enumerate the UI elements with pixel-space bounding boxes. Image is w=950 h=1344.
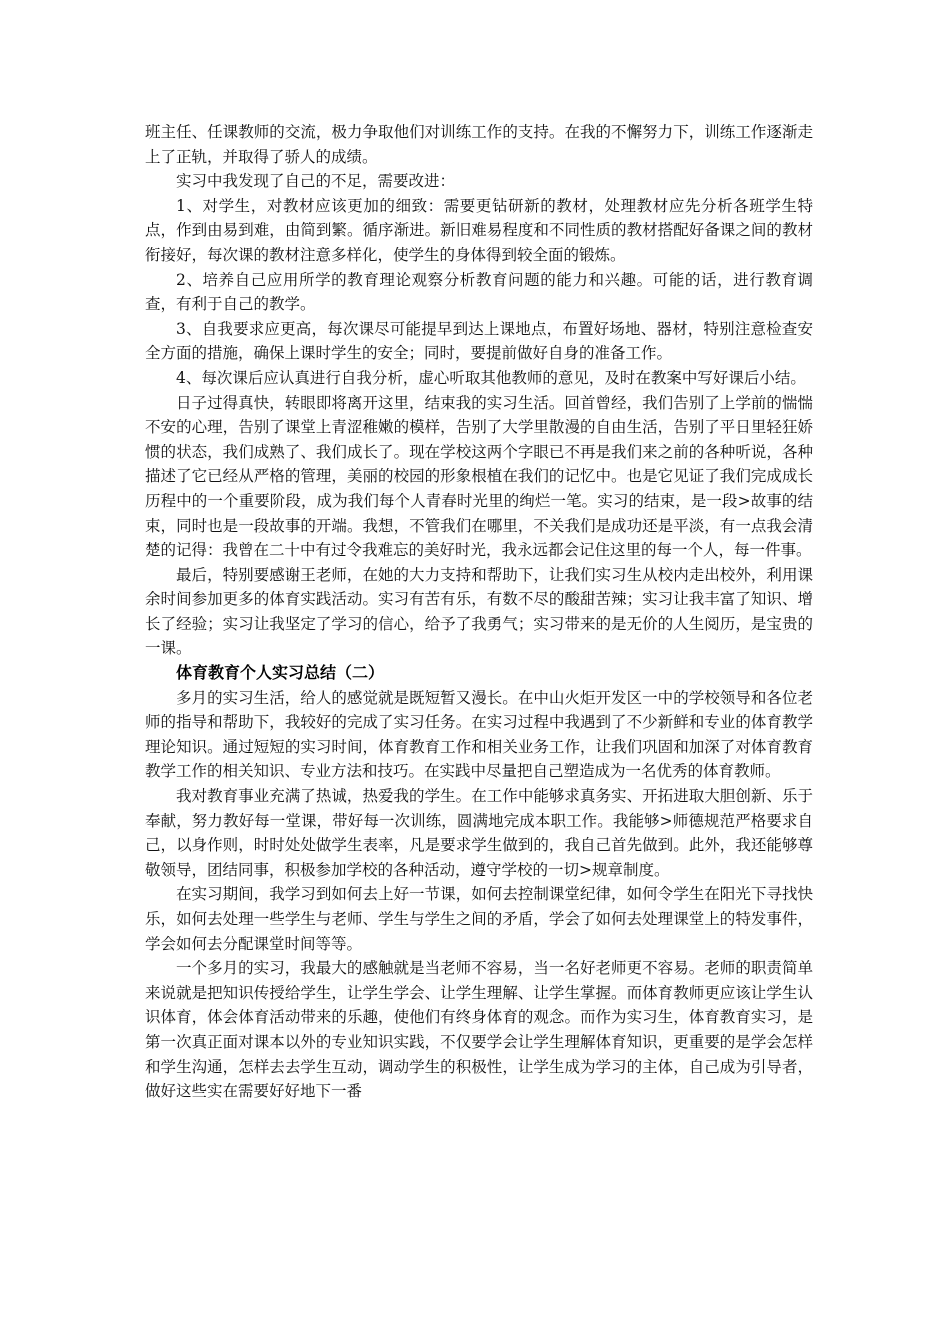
paragraph: 1、对学生，对教材应该更加的细致：需要更钻研新的教材，处理教材应先分析各班学生特点，作到由易到难，由简到繁。循序渐进。新旧难易程度和不同性质的教材搭配好备课之间的教材衔接好，每次课的教材注意多样化，使学生的身体得到较全面的锻炼。 — [145, 196, 813, 264]
document-page — [145, 120, 813, 1104]
paragraph: 最后，特别要感谢王老师，在她的大力支持和帮助下，让我们实习生从校内走出校外，利用课余时间参加更多的体育实践活动。实习有苦有乐，有数不尽的酸甜苦辣；实习让我丰富了知识、增长了经验；实习让我坚定了学习的信心，给予了我勇气；实习带来的是无价的人生阅历，是宝贵的一课。 — [145, 565, 813, 658]
paragraph: 班主任、任课教师的交流，极力争取他们对训练工作的支持。在我的不懈努力下，训练工作逐渐走上了正轨，并取得了骄人的成绩。 — [145, 123, 813, 166]
paragraph: 多月的实习生活，给人的感觉就是既短暂又漫长。在中山火炬开发区一中的学校领导和各位老师的指导和帮助下，我较好的完成了实习任务。在实习过程中我遇到了不少新鲜和专业的体育教学理论知识。通过短短的实习时间，体育教育工作和相关业务工作，让我们巩固和加深了对体育教育教学工作的相关知识、专业方法和技巧。在实践中尽量把自己塑造成为一名优秀的体育教师。 — [145, 688, 813, 781]
paragraph: 一个多月的实习，我最大的感触就是当老师不容易，当一名好老师更不容易。老师的职责简单来说就是把知识传授给学生，让学生学会、让学生理解、让学生掌握。而体育教师更应该让学生认识体育，体会体育活动带来的乐趣，使他们有终身体育的观念。而作为实习生，体育教育实习，是第一次真正面对课本以外的专业知识实践，不仅要学会让学生理解体育知识，更重要的是学会怎样和学生沟通，怎样去去学生互动，调动学生的积极性，让学生成为学习的主体，自己成为引导者，做好这些实在需要好好地下一番 — [145, 959, 813, 1101]
section-heading: 体育教育个人实习总结（二） — [176, 663, 385, 683]
paragraph: 4、每次课后应认真进行自我分析，虚心听取其他教师的意见，及时在教案中写好课后小结。 — [176, 368, 806, 387]
paragraph: 2、培养自己应用所学的教育理论观察分析教育问题的能力和兴趣。可能的话，进行教育调查，有利于自己的教学。 — [145, 270, 813, 314]
paragraph: 在实习期间，我学习到如何去上好一节课，如何去控制课堂纪律，如何令学生在阳光下寻找快乐，如何去处理一些学生与老师、学生与学生之间的矛盾，学会了如何去处理课堂上的特发事件，学会如何去分配课堂时间等等。 — [145, 885, 813, 953]
paragraph: 日子过得真快，转眼即将离开这里，结束我的实习生活。回首曾经，我们告别了上学前的惴惴不安的心理，告别了课堂上青涩稚嫩的模样，告别了大学里散漫的自由生活，告别了平日里轻狂娇惯的状态，我们成熟了、我们成长了。现在学校这两个字眼已不再是我们来之前的各种听说，各种描述了它已经从严格的管理，美丽的校园的形象根植在我们的记忆中。也是它见证了我们完成成长历程中的一个重要阶段，成为我们每个人青春时光里的绚烂一笔。实习的结束，是一段>故事的结束，同时也是一段故事的开端。我想，不管我们在哪里，不关我们是成功还是平淡，有一点我会清楚的记得：我曾在二十中有过令我难忘的美好时光，我永远都会记住这里的每一个人，每一件事。 — [145, 393, 813, 560]
paragraph: 3、自我要求应更高，每次课尽可能提早到达上课地点，布置好场地、器材，特别注意检查安全方面的措施，确保上课时学生的安全；同时，要提前做好自身的准备工作。 — [145, 319, 813, 363]
paragraph: 我对教育事业充满了热诚，热爱我的学生。在工作中能够求真务实、开拓进取大胆创新、乐于奉献，努力教好每一堂课，带好每一次训练，圆满地完成本职工作。我能够>师德规范严格要求自己，以身作则，时时处处做学生表率，凡是要求学生做到的，我自己首先做到。此外，我还能够尊敬领导，团结同事，积极参加学校的各种活动，遵守学校的一切>规章制度。 — [145, 787, 813, 879]
paragraph: 实习中我发现了自己的不足，需要改进： — [176, 172, 456, 191]
